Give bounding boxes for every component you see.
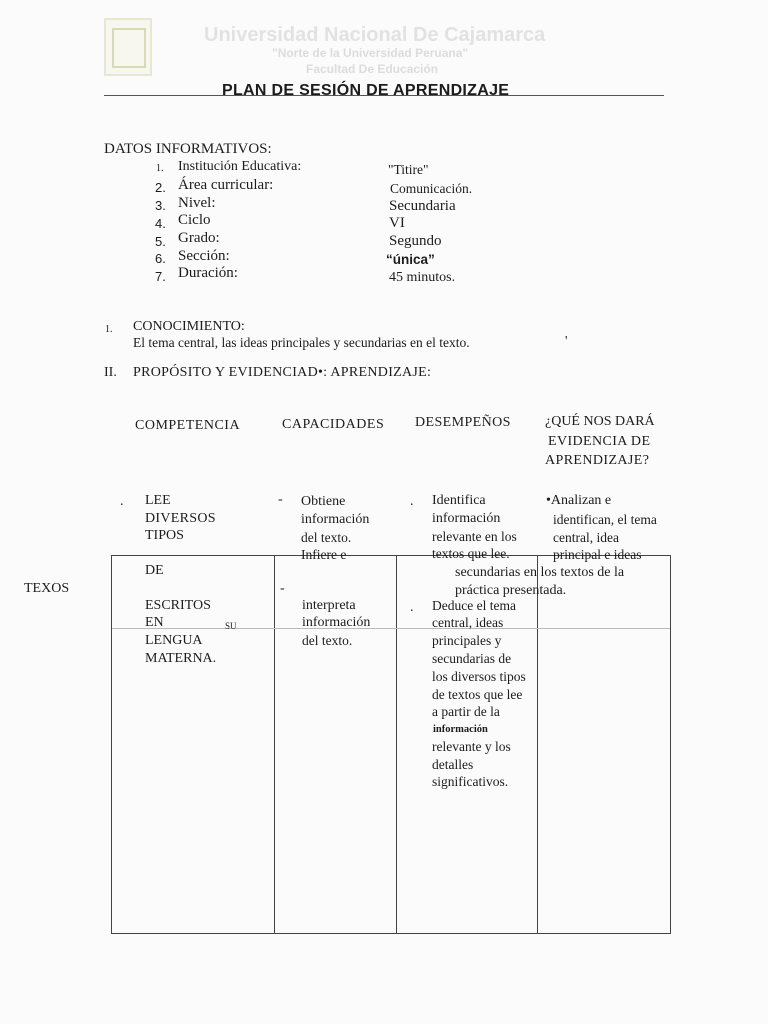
desempeno-line: relevante y los <box>432 739 511 754</box>
header-desempenos: DESEMPEÑOS <box>415 415 511 430</box>
competencia-line: LENGUA <box>145 633 203 648</box>
table-faint-row-line <box>112 628 670 629</box>
competencia-line: DIVERSOS <box>145 511 216 526</box>
title-underline <box>104 95 664 96</box>
capacidad-bullet: - <box>278 492 283 507</box>
datos-item-value: VI <box>389 215 405 231</box>
datos-item-num: 1. <box>156 163 164 174</box>
conocimiento-num: 1. <box>105 324 113 335</box>
datos-item-label: Duración: <box>178 265 238 281</box>
datos-item-num: 3. <box>155 198 166 213</box>
desempeno-bullet: . <box>410 494 414 509</box>
desempeno-line: los diversos tipos <box>432 669 526 684</box>
datos-item-value: “única” <box>386 252 435 267</box>
datos-item-value: "Titire" <box>388 162 429 177</box>
desempeno-bullet: . <box>410 600 414 615</box>
desempeno-line: información <box>432 511 501 526</box>
table-right-border <box>670 555 671 933</box>
datos-item-num: 6. <box>155 251 166 266</box>
evidencia-line: práctica presentada. <box>455 583 567 598</box>
capacidad-bullet: - <box>280 581 285 596</box>
capacidad-line: Obtiene <box>301 494 346 509</box>
desempeno-line: central, ideas <box>432 615 504 630</box>
datos-item-value: Comunicación. <box>390 181 473 196</box>
capacidad-line: información <box>301 512 370 527</box>
competencia-line: SU <box>225 621 237 631</box>
header-evidencia-line1: ¿QUÉ NOS DARÁ <box>545 414 655 429</box>
datos-item-num: 7. <box>155 269 166 284</box>
table-col-divider <box>396 555 397 933</box>
conocimiento-heading: CONOCIMIENTO: <box>133 319 245 334</box>
desempeno-line: textos que lee. <box>432 546 510 561</box>
evidencia-line: •Analizan e <box>546 493 612 508</box>
datos-item-value: 45 minutos. <box>389 270 456 285</box>
outside-label: TEXOS <box>24 581 70 596</box>
proposito-heading: PROPÓSITO Y EVIDENCIAD•: APRENDIZAJE: <box>133 365 432 380</box>
header-evidencia-line3: APRENDIZAJE? <box>545 453 650 468</box>
capacidad-line: información <box>302 615 371 630</box>
datos-item-value: Segundo <box>389 233 442 249</box>
evidencia-line: principal e ideas <box>553 547 642 562</box>
competencia-line: DE <box>145 563 164 578</box>
evidencia-line: central, idea <box>553 530 619 545</box>
table-col-divider <box>537 555 538 933</box>
stray-mark: ' <box>565 333 568 348</box>
desempeno-line: de textos que lee <box>432 687 523 702</box>
capacidad-line: del texto. <box>302 633 353 648</box>
ghost-faculty: Facultad De Educación <box>306 62 439 76</box>
datos-item-label: Nivel: <box>178 195 216 211</box>
datos-item-label: Ciclo <box>178 212 211 228</box>
evidencia-line: identifican, el tema <box>553 512 657 527</box>
table-bottom-border <box>111 933 671 934</box>
datos-item-label: Sección: <box>178 248 230 264</box>
desempeno-line: detalles <box>432 757 474 772</box>
desempeno-line: significativos. <box>432 774 509 789</box>
datos-item-num: 5. <box>155 234 166 249</box>
datos-item-label: Área curricular: <box>178 177 274 193</box>
header-capacidades: CAPACIDADES <box>282 417 385 432</box>
datos-heading: DATOS INFORMATIVOS: <box>104 141 272 157</box>
competencia-line: EN <box>145 615 164 630</box>
table-col-divider <box>274 555 275 933</box>
conocimiento-text: El tema central, las ideas principales y secundarias en el texto. <box>133 335 470 350</box>
competencia-line: LEE <box>145 493 171 508</box>
ghost-university-name: Universidad Nacional De Cajamarca <box>204 24 546 46</box>
competencia-line: ESCRITOS <box>145 598 211 613</box>
datos-item-label: Grado: <box>178 230 220 246</box>
desempeno-line: principales y <box>432 633 502 648</box>
competencia-bullet: . <box>120 494 124 509</box>
desempeno-line: a partir de la <box>432 704 500 719</box>
page-title: PLAN DE SESIÓN DE APRENDIZAJE <box>222 82 510 99</box>
datos-item-num: 2. <box>155 180 166 195</box>
datos-item-value: Secundaria <box>389 198 456 214</box>
header-evidencia-line2: EVIDENCIA DE <box>548 434 651 449</box>
header-competencia: COMPETENCIA <box>135 418 241 433</box>
competencia-line: MATERNA. <box>145 651 217 666</box>
ghost-motto: "Norte de la Universidad Peruana" <box>272 46 469 60</box>
table-left-border <box>111 555 112 933</box>
evidencia-line: secundarias en los textos de la <box>455 565 625 580</box>
capacidad-line: del texto. <box>301 530 352 545</box>
datos-item-label: Institución Educativa: <box>178 159 302 174</box>
proposito-num: II. <box>104 365 117 380</box>
desempeno-line: Deduce el tema <box>432 598 516 613</box>
capacidad-line: Infiere e <box>301 547 347 562</box>
desempeno-line: secundarias de <box>432 651 512 666</box>
desempeno-line: información <box>433 724 488 735</box>
university-logo <box>104 18 152 76</box>
desempeno-line: Identifica <box>432 493 486 508</box>
competencia-line: TIPOS <box>145 528 184 543</box>
desempeno-line: relevante en los <box>432 529 517 544</box>
datos-item-num: 4. <box>155 216 166 231</box>
capacidad-line: interpreta <box>302 598 356 613</box>
